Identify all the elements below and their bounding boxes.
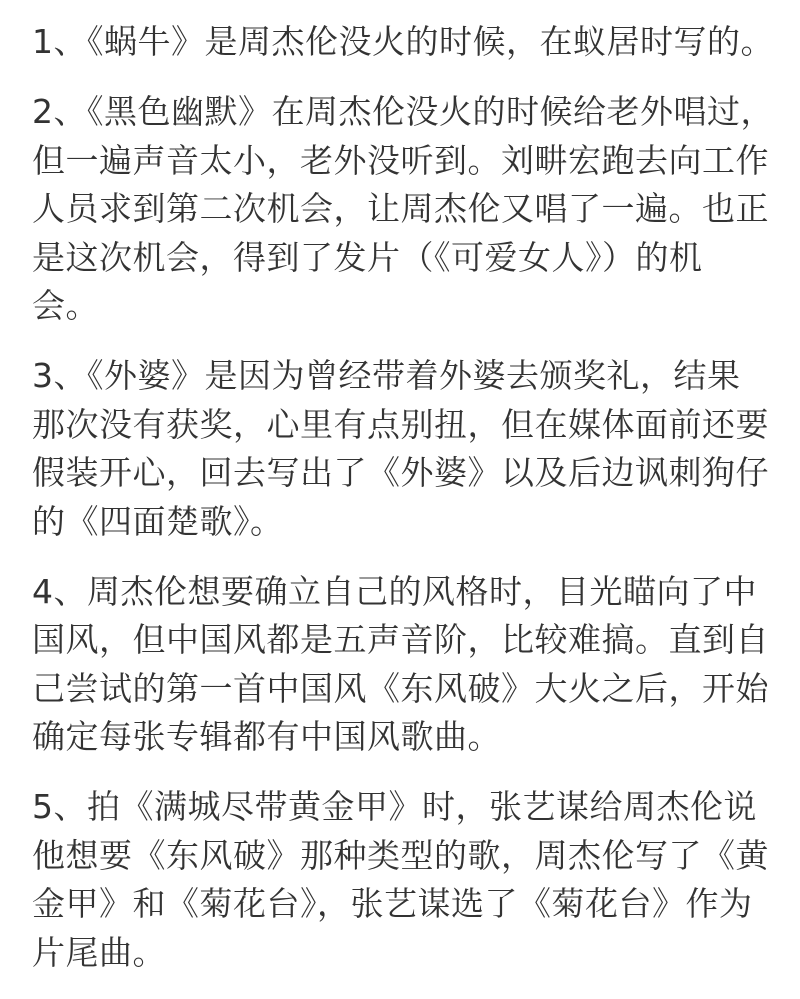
text-line: 己尝试的第一首中国风《东风破》大火之后，开始 <box>32 668 769 708</box>
text-line: 4、周杰伦想要确立自己的风格时，目光瞄向了中 <box>32 571 757 611</box>
document-body <box>32 18 777 999</box>
text-line: 他想要《东风破》那种类型的歌，周杰伦写了《黄 <box>32 835 769 875</box>
text-line: 国风，但中国风都是五声音阶，比较难搞。直到自 <box>32 620 769 659</box>
text-line: 是这次机会，得到了发片（《可爱女人》）的机 <box>32 237 703 277</box>
text-line: 那次没有获奖，心里有点别扭，但在媒体面前还要 <box>32 404 769 444</box>
text-line: 人员求到第二次机会，让周杰伦又唱了一遍。也正 <box>32 189 769 228</box>
text-line: 假装开心，回去写出了《外婆》以及后边讽刺狗仔 <box>32 453 769 492</box>
text-line: 金甲》和《菊花台》，张艺谋选了《菊花台》作为 <box>32 884 753 923</box>
text-line: 但一遍声音太小，老外没听到。刘畊宏跑去向工作 <box>32 140 769 180</box>
text-line: 1、《蜗牛》是周杰伦没火的时候，在蚁居时写的。 <box>32 22 774 61</box>
paragraph-4 <box>32 568 777 762</box>
text-line: 的《四面楚歌》。 <box>32 501 284 541</box>
text-line: 片尾曲。 <box>32 932 166 972</box>
paragraph-1 <box>32 18 777 67</box>
paragraph-5 <box>32 783 777 977</box>
text-line: 3、《外婆》是因为曾经带着外婆去颁奖礼，结果 <box>32 356 741 395</box>
text-line: 2、《黑色幽默》在周杰伦没火的时候给老外唱过， <box>32 92 774 131</box>
text-line: 会。 <box>32 286 99 325</box>
paragraph-3 <box>32 352 777 546</box>
text-line: 5、拍《满城尽带黄金甲》时，张艺谋给周杰伦说 <box>32 787 757 826</box>
paragraph-2 <box>32 88 777 331</box>
text-line: 确定每张专辑都有中国风歌曲。 <box>32 717 501 756</box>
